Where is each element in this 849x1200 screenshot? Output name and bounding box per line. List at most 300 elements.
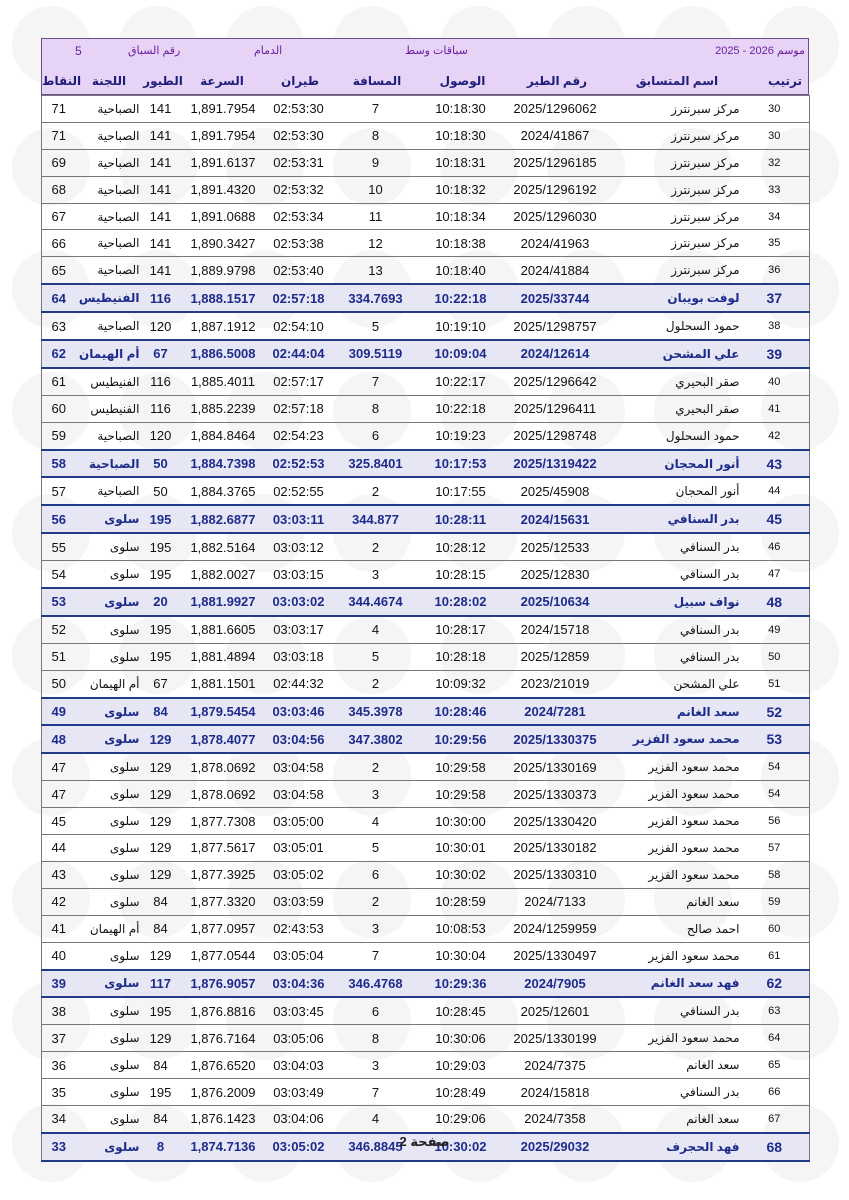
cell-ring: 2025/1296642	[503, 368, 608, 395]
cell-birds: 8	[140, 1133, 182, 1161]
cell-ring: 2024/15818	[503, 1079, 608, 1106]
col-ring: رقم الطير	[526, 74, 588, 88]
cell-speed: 1,884.7398	[182, 450, 265, 478]
cell-speed: 1,876.1423	[182, 1105, 265, 1132]
cell-committee: الصباحية	[76, 230, 140, 257]
table-row-first-bird	[42, 450, 810, 478]
cell-flight: 02:44:32	[265, 670, 333, 697]
cell-points: 54	[42, 561, 76, 588]
cell-distance: 6	[333, 861, 419, 888]
cell-name: محمد سعود الفزير	[608, 1025, 740, 1052]
cell-arrival: 10:30:01	[419, 835, 503, 862]
table-row	[42, 1052, 810, 1079]
cell-flight: 02:52:53	[265, 450, 333, 478]
table-row	[42, 1079, 810, 1106]
cell-name: نواف سبيل	[608, 588, 740, 616]
cell-points: 45	[42, 808, 76, 835]
cell-rank: 30	[740, 122, 810, 149]
cell-committee: سلوى	[76, 1025, 140, 1052]
cell-distance: 5	[333, 312, 419, 340]
cell-speed: 1,876.9057	[182, 970, 265, 998]
table-row-first-bird	[42, 340, 810, 368]
cell-flight: 03:05:02	[265, 1133, 333, 1161]
col-flight: طيران	[280, 74, 320, 88]
cell-distance: 309.5119	[333, 340, 419, 368]
cell-committee: سلوى	[76, 533, 140, 560]
cell-committee: سلوى	[76, 1052, 140, 1079]
cell-ring: 2025/1330310	[503, 861, 608, 888]
cell-birds: 129	[140, 781, 182, 808]
cell-points: 47	[42, 753, 76, 780]
cell-birds: 195	[140, 505, 182, 533]
cell-arrival: 10:30:06	[419, 1025, 503, 1052]
cell-points: 55	[42, 533, 76, 560]
cell-birds: 129	[140, 861, 182, 888]
cell-speed: 1,889.9798	[182, 257, 265, 284]
table-row	[42, 808, 810, 835]
cell-committee: سلوى	[76, 781, 140, 808]
cell-distance: 347.3802	[333, 725, 419, 753]
cell-name: صقر البحيري	[608, 368, 740, 395]
cell-flight: 03:05:00	[265, 808, 333, 835]
cell-committee: الفنيطيس	[76, 284, 140, 312]
cell-speed: 1,882.5164	[182, 533, 265, 560]
cell-flight: 02:43:53	[265, 915, 333, 942]
cell-flight: 02:53:32	[265, 176, 333, 203]
cell-name: مركز سبرنترز	[608, 122, 740, 149]
cell-rank: 38	[740, 312, 810, 340]
cell-rank: 60	[740, 915, 810, 942]
cell-committee: الصباحية	[76, 450, 140, 478]
cell-distance: 3	[333, 781, 419, 808]
table-row-first-bird	[42, 284, 810, 312]
cell-flight: 03:04:56	[265, 725, 333, 753]
table-row	[42, 395, 810, 422]
cell-flight: 03:03:11	[265, 505, 333, 533]
cell-points: 44	[42, 835, 76, 862]
cell-flight: 03:03:59	[265, 888, 333, 915]
cell-rank: 43	[740, 450, 810, 478]
cell-committee: الصباحية	[76, 149, 140, 176]
cell-rank: 37	[740, 284, 810, 312]
cell-rank: 45	[740, 505, 810, 533]
cell-points: 51	[42, 643, 76, 670]
cell-flight: 02:57:18	[265, 395, 333, 422]
cell-speed: 1,881.4894	[182, 643, 265, 670]
cell-birds: 116	[140, 368, 182, 395]
cell-ring: 2025/1296030	[503, 203, 608, 230]
cell-distance: 344.4674	[333, 588, 419, 616]
cell-ring: 2025/29032	[503, 1133, 608, 1161]
cell-distance: 346.4768	[333, 970, 419, 998]
cell-name: مركز سبرنترز	[608, 203, 740, 230]
cell-points: 65	[42, 257, 76, 284]
cell-points: 47	[42, 781, 76, 808]
cell-ring: 2024/41867	[503, 122, 608, 149]
cell-speed: 1,891.7954	[182, 122, 265, 149]
cell-speed: 1,886.5008	[182, 340, 265, 368]
cell-distance: 5	[333, 643, 419, 670]
cell-birds: 84	[140, 1105, 182, 1132]
cell-rank: 34	[740, 203, 810, 230]
cell-ring: 2025/1296192	[503, 176, 608, 203]
cell-distance: 7	[333, 368, 419, 395]
cell-arrival: 10:18:40	[419, 257, 503, 284]
table-row	[42, 368, 810, 395]
cell-distance: 3	[333, 1052, 419, 1079]
cell-birds: 50	[140, 450, 182, 478]
cell-distance: 5	[333, 835, 419, 862]
cell-arrival: 10:30:04	[419, 942, 503, 969]
cell-birds: 195	[140, 643, 182, 670]
cell-points: 68	[42, 176, 76, 203]
table-row	[42, 616, 810, 643]
cell-committee: أم الهيمان	[76, 340, 140, 368]
table-row	[42, 149, 810, 176]
cell-committee: سلوى	[76, 1133, 140, 1161]
cell-ring: 2025/1330182	[503, 835, 608, 862]
cell-arrival: 10:18:31	[419, 149, 503, 176]
cell-name: مركز سبرنترز	[608, 176, 740, 203]
cell-ring: 2024/7281	[503, 698, 608, 726]
cell-speed: 1,877.7308	[182, 808, 265, 835]
cell-speed: 1,885.2239	[182, 395, 265, 422]
cell-distance: 8	[333, 395, 419, 422]
cell-arrival: 10:18:32	[419, 176, 503, 203]
cell-name: سعد الغانم	[608, 1052, 740, 1079]
cell-rank: 46	[740, 533, 810, 560]
cell-arrival: 10:29:03	[419, 1052, 503, 1079]
cell-flight: 02:57:18	[265, 284, 333, 312]
cell-speed: 1,876.2009	[182, 1079, 265, 1106]
cell-committee: سلوى	[76, 698, 140, 726]
cell-name: لوفت بويبان	[608, 284, 740, 312]
cell-birds: 129	[140, 1025, 182, 1052]
cell-points: 42	[42, 888, 76, 915]
cell-name: أنور المحجان	[608, 450, 740, 478]
cell-committee: سلوى	[76, 1079, 140, 1106]
col-distance: المسافة	[352, 74, 402, 88]
cell-distance: 4	[333, 1105, 419, 1132]
cell-arrival: 10:29:58	[419, 753, 503, 780]
cell-points: 49	[42, 698, 76, 726]
cell-arrival: 10:28:49	[419, 1079, 503, 1106]
results-sheet	[41, 38, 809, 1162]
cell-birds: 129	[140, 808, 182, 835]
cell-rank: 52	[740, 698, 810, 726]
cell-name: مركز سبرنترز	[608, 230, 740, 257]
cell-speed: 1,876.8816	[182, 997, 265, 1024]
cell-flight: 03:03:15	[265, 561, 333, 588]
cell-points: 56	[42, 505, 76, 533]
cell-committee: سلوى	[76, 561, 140, 588]
table-row	[42, 643, 810, 670]
cell-flight: 02:53:34	[265, 203, 333, 230]
cell-arrival: 10:17:53	[419, 450, 503, 478]
cell-flight: 03:03:12	[265, 533, 333, 560]
cell-distance: 2	[333, 888, 419, 915]
cell-ring: 2025/45908	[503, 477, 608, 505]
cell-name: محمد سعود الفزير	[608, 861, 740, 888]
cell-arrival: 10:19:23	[419, 422, 503, 449]
cell-arrival: 10:28:59	[419, 888, 503, 915]
cell-name: بدر السنافي	[608, 561, 740, 588]
cell-flight: 02:53:31	[265, 149, 333, 176]
cell-name: محمد سعود الفزير	[608, 835, 740, 862]
table-row	[42, 888, 810, 915]
cell-distance: 4	[333, 616, 419, 643]
cell-ring: 2024/1259959	[503, 915, 608, 942]
col-committee: اللجنة	[91, 74, 127, 88]
cell-birds: 84	[140, 1052, 182, 1079]
cell-rank: 48	[740, 588, 810, 616]
cell-rank: 33	[740, 176, 810, 203]
cell-name: أنور المحجان	[608, 477, 740, 505]
cell-rank: 51	[740, 670, 810, 697]
cell-speed: 1,884.3765	[182, 477, 265, 505]
page-number: صفحة 2	[399, 1134, 450, 1149]
cell-name: حمود السحلول	[608, 422, 740, 449]
cell-birds: 195	[140, 533, 182, 560]
cell-birds: 20	[140, 588, 182, 616]
cell-name: محمد سعود الفزير	[608, 942, 740, 969]
cell-points: 71	[42, 122, 76, 149]
cell-rank: 41	[740, 395, 810, 422]
cell-ring: 2025/33744	[503, 284, 608, 312]
cell-distance: 8	[333, 122, 419, 149]
results-table	[41, 95, 810, 1162]
cell-flight: 03:04:58	[265, 781, 333, 808]
cell-committee: سلوى	[76, 861, 140, 888]
cell-arrival: 10:17:55	[419, 477, 503, 505]
cell-distance: 2	[333, 533, 419, 560]
cell-rank: 59	[740, 888, 810, 915]
cell-name: سعد الغانم	[608, 698, 740, 726]
cell-arrival: 10:18:34	[419, 203, 503, 230]
cell-rank: 61	[740, 942, 810, 969]
cell-speed: 1,881.6605	[182, 616, 265, 643]
cell-arrival: 10:28:15	[419, 561, 503, 588]
cell-birds: 67	[140, 670, 182, 697]
cell-ring: 2025/1330169	[503, 753, 608, 780]
cell-speed: 1,879.5454	[182, 698, 265, 726]
cell-name: صقر البحيري	[608, 395, 740, 422]
col-speed: السرعة	[200, 74, 244, 88]
cell-rank: 36	[740, 257, 810, 284]
table-row-first-bird	[42, 588, 810, 616]
cell-arrival: 10:28:02	[419, 588, 503, 616]
cell-arrival: 10:28:18	[419, 643, 503, 670]
cell-flight: 02:57:17	[265, 368, 333, 395]
table-row	[42, 942, 810, 969]
cell-rank: 35	[740, 230, 810, 257]
cell-birds: 195	[140, 616, 182, 643]
cell-speed: 1,891.4320	[182, 176, 265, 203]
cell-flight: 03:03:49	[265, 1079, 333, 1106]
cell-birds: 129	[140, 753, 182, 780]
cell-ring: 2024/12614	[503, 340, 608, 368]
cell-arrival: 10:28:11	[419, 505, 503, 533]
cell-arrival: 10:09:04	[419, 340, 503, 368]
cell-ring: 2025/1330375	[503, 725, 608, 753]
cell-points: 66	[42, 230, 76, 257]
cell-rank: 56	[740, 808, 810, 835]
table-row-first-bird	[42, 725, 810, 753]
cell-ring: 2025/1330199	[503, 1025, 608, 1052]
cell-birds: 84	[140, 915, 182, 942]
cell-arrival: 10:30:02	[419, 1133, 503, 1161]
col-name: اسم المتسابق	[635, 74, 719, 88]
table-row	[42, 176, 810, 203]
race-number: 5	[75, 44, 82, 58]
table-row	[42, 835, 810, 862]
cell-speed: 1,877.5617	[182, 835, 265, 862]
cell-committee: سلوى	[76, 588, 140, 616]
cell-distance: 325.8401	[333, 450, 419, 478]
cell-ring: 2024/7358	[503, 1105, 608, 1132]
cell-birds: 195	[140, 1079, 182, 1106]
cell-rank: 62	[740, 970, 810, 998]
cell-speed: 1,891.0688	[182, 203, 265, 230]
cell-committee: سلوى	[76, 808, 140, 835]
cell-birds: 116	[140, 284, 182, 312]
table-row	[42, 1105, 810, 1132]
cell-ring: 2025/12830	[503, 561, 608, 588]
cell-points: 48	[42, 725, 76, 753]
cell-ring: 2025/1296185	[503, 149, 608, 176]
cell-distance: 6	[333, 422, 419, 449]
column-headers	[42, 69, 808, 93]
cell-committee: سلوى	[76, 888, 140, 915]
cell-rank: 40	[740, 368, 810, 395]
cell-flight: 02:53:38	[265, 230, 333, 257]
cell-points: 58	[42, 450, 76, 478]
cell-rank: 53	[740, 725, 810, 753]
cell-rank: 30	[740, 96, 810, 123]
cell-committee: سلوى	[76, 997, 140, 1024]
cell-arrival: 10:19:10	[419, 312, 503, 340]
cell-committee: الصباحية	[76, 422, 140, 449]
cell-birds: 141	[140, 176, 182, 203]
cell-name: مركز سبرنترز	[608, 257, 740, 284]
cell-ring: 2024/41963	[503, 230, 608, 257]
cell-ring: 2024/15718	[503, 616, 608, 643]
cell-arrival: 10:18:38	[419, 230, 503, 257]
table-row	[42, 915, 810, 942]
cell-rank: 64	[740, 1025, 810, 1052]
cell-committee: الفنيطيس	[76, 368, 140, 395]
cell-points: 52	[42, 616, 76, 643]
table-row	[42, 96, 810, 123]
cell-birds: 84	[140, 698, 182, 726]
cell-speed: 1,881.9927	[182, 588, 265, 616]
cell-distance: 3	[333, 915, 419, 942]
col-birds: الطيور	[143, 74, 183, 88]
cell-distance: 7	[333, 1079, 419, 1106]
cell-rank: 32	[740, 149, 810, 176]
cell-ring: 2025/12533	[503, 533, 608, 560]
cell-speed: 1,877.3925	[182, 861, 265, 888]
cell-distance: 13	[333, 257, 419, 284]
cell-distance: 2	[333, 753, 419, 780]
cell-speed: 1,882.0027	[182, 561, 265, 588]
cell-name: احمد صالح	[608, 915, 740, 942]
cell-name: محمد سعود الفزير	[608, 808, 740, 835]
cell-rank: 49	[740, 616, 810, 643]
table-row	[42, 533, 810, 560]
cell-points: 37	[42, 1025, 76, 1052]
cell-rank: 66	[740, 1079, 810, 1106]
cell-name: بدر السنافي	[608, 1079, 740, 1106]
cell-rank: 42	[740, 422, 810, 449]
cell-distance: 11	[333, 203, 419, 230]
cell-points: 41	[42, 915, 76, 942]
cell-arrival: 10:22:18	[419, 395, 503, 422]
cell-ring: 2025/1319422	[503, 450, 608, 478]
cell-ring: 2024/7375	[503, 1052, 608, 1079]
cell-distance: 2	[333, 670, 419, 697]
season-label: موسم 2026 - 2025	[715, 45, 805, 57]
cell-birds: 120	[140, 422, 182, 449]
cell-speed: 1,885.4011	[182, 368, 265, 395]
cell-name: سعد الغانم	[608, 1105, 740, 1132]
table-row-first-bird	[42, 698, 810, 726]
cell-points: 50	[42, 670, 76, 697]
cell-name: حمود السحلول	[608, 312, 740, 340]
cell-speed: 1,878.0692	[182, 781, 265, 808]
cell-ring: 2024/7905	[503, 970, 608, 998]
cell-committee: الصباحية	[76, 203, 140, 230]
cell-birds: 129	[140, 942, 182, 969]
cell-rank: 65	[740, 1052, 810, 1079]
table-row	[42, 781, 810, 808]
cell-arrival: 10:29:56	[419, 725, 503, 753]
cell-name: بدر السنافي	[608, 616, 740, 643]
cell-flight: 03:03:17	[265, 616, 333, 643]
cell-distance: 346.8845	[333, 1133, 419, 1161]
col-points: النقاط	[42, 74, 82, 88]
race-info-row	[42, 41, 808, 61]
cell-speed: 1,882.6877	[182, 505, 265, 533]
cell-committee: سلوى	[76, 643, 140, 670]
cell-flight: 03:05:06	[265, 1025, 333, 1052]
cell-distance: 334.7693	[333, 284, 419, 312]
race-number-label: رقم السباق	[128, 45, 181, 57]
cell-flight: 03:03:46	[265, 698, 333, 726]
cell-name: محمد سعود الفزير	[608, 725, 740, 753]
cell-committee: سلوى	[76, 616, 140, 643]
cell-speed: 1,881.1501	[182, 670, 265, 697]
cell-committee: الصباحية	[76, 96, 140, 123]
table-row	[42, 230, 810, 257]
cell-distance: 4	[333, 808, 419, 835]
cell-points: 62	[42, 340, 76, 368]
table-row	[42, 561, 810, 588]
race-location: الدمام	[254, 45, 283, 57]
cell-arrival: 10:29:58	[419, 781, 503, 808]
cell-rank: 68	[740, 1133, 810, 1161]
cell-ring: 2025/1296062	[503, 96, 608, 123]
cell-ring: 2025/10634	[503, 588, 608, 616]
cell-committee: أم الهيمان	[76, 915, 140, 942]
cell-rank: 63	[740, 997, 810, 1024]
cell-name: سعد الغانم	[608, 888, 740, 915]
cell-rank: 47	[740, 561, 810, 588]
cell-birds: 120	[140, 312, 182, 340]
cell-name: علي المشحن	[608, 340, 740, 368]
cell-ring: 2025/1298748	[503, 422, 608, 449]
cell-speed: 1,888.1517	[182, 284, 265, 312]
